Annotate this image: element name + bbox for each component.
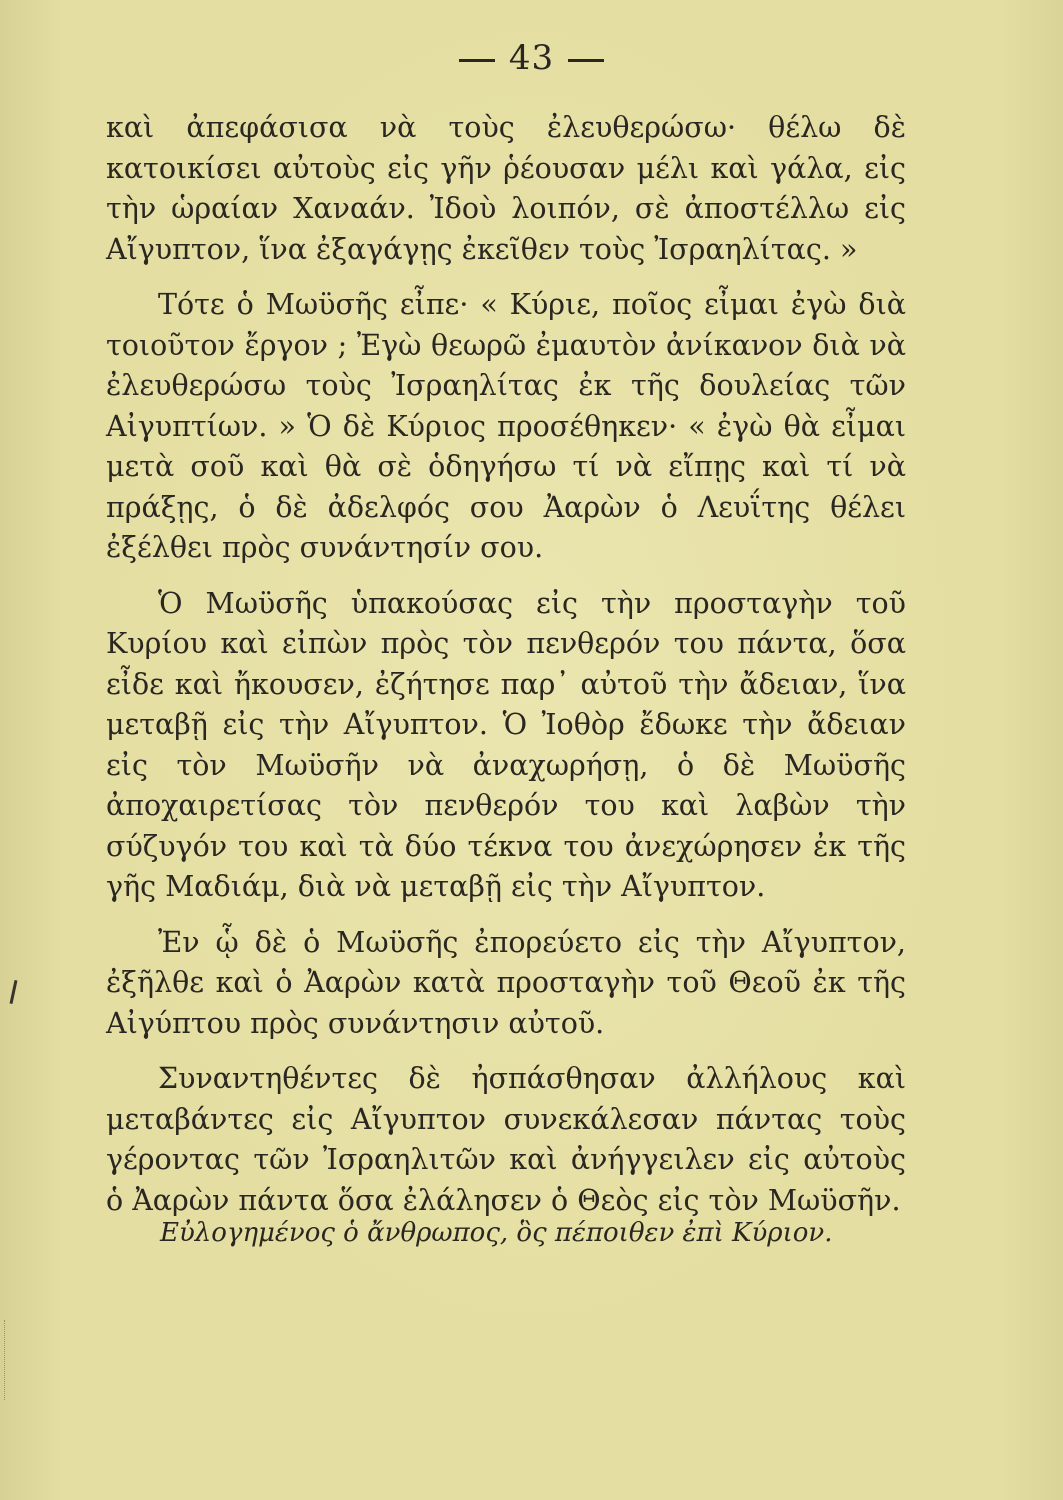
- paragraph-1: καὶ ἀπεφάσισα νὰ τοὺς ἐλευθερώσω· θέλω δὲ κατοικίσει αὐτοὺς εἰς γῆν ῥέουσαν μέλι καὶ γάλα, εἰς τὴν ὡραίαν Χαναάν. Ἰδοὺ λοιπόν, σὲ ἀποστέλλω εἰς Αἴγυπτον, ἵνα ἐξαγάγῃς ἐκεῖθεν τοὺς Ἰσραηλίτας. »: [106, 111, 906, 266]
- paragraph-2: Τότε ὁ Μωϋσῆς εἶπε· « Κύριε, ποῖος εἶμαι ἐγὼ διὰ τοιοῦτον ἔργον ; Ἐγὼ θεωρῶ ἐμαυτὸν ἀνίκανον διὰ νὰ ἐλευθερώσω τοὺς Ἰσραηλίτας ἐκ τῆς δουλείας τῶν Αἰγυπτίων. » Ὁ δὲ Κύριος προσέθηκεν· « ἐγὼ θὰ εἶμαι μετὰ σοῦ καὶ θὰ σὲ ὁδηγήσω τί νὰ εἴπῃς καὶ τί νὰ πράξῃς, ὁ δὲ ἀδελφός σου Ἀαρὼν ὁ Λευΐτης θέλει ἐξέλθει πρὸς συνάντησίν σου.: [106, 288, 906, 564]
- dash-left: [459, 59, 495, 62]
- page-number-header: [0, 38, 1063, 78]
- page-number: 43: [508, 38, 555, 78]
- paragraph-3: Ὁ Μωϋσῆς ὑπακούσας εἰς τὴν προσταγὴν τοῦ Κυρίου καὶ εἰπὼν πρὸς τὸν πενθερόν του πάντα, ὅσα εἶδε καὶ ἤκουσεν, ἐζήτησε παρ᾽ αὐτοῦ τὴν ἄδειαν, ἵνα μεταβῇ εἰς τὴν Αἴγυπτον. Ὁ Ἰοθὸρ ἔδωκε τὴν ἄδειαν εἰς τὸν Μωϋσῆν νὰ ἀναχωρήσῃ, ὁ δὲ Μωϋσῆς ἀποχαιρετίσας τὸν πενθερόν του καὶ λαβὼν τὴν σύζυγόν του καὶ τὰ δύο τέκνα του ἀνεχώρησεν ἐκ τῆς γῆς Μαδιάμ, διὰ νὰ μεταβῇ εἰς τὴν Αἴγυπτον.: [106, 586, 906, 903]
- page-edge-specks: [4, 1320, 9, 1400]
- body-text: [106, 108, 906, 1221]
- dash-right: [568, 59, 604, 62]
- paragraph-4: Ἐν ᾧ δὲ ὁ Μωϋσῆς ἐπορεύετο εἰς τὴν Αἴγυπτον, ἐξῆλθε καὶ ὁ Ἀαρὼν κατὰ προσταγὴν τοῦ Θεοῦ ἐκ τῆς Αἰγύπτου πρὸς συνάντησιν αὐτοῦ.: [106, 925, 906, 1040]
- paragraph-5: Συναντηθέντες δὲ ἠσπάσθησαν ἀλλήλους καὶ μεταβάντες εἰς Αἴγυπτον συνεκάλεσαν πάντας τοὺς γέροντας τῶν Ἰσραηλιτῶν καὶ ἀνήγγειλεν εἰς αὐτοὺς ὁ Ἀαρὼν πάντα ὅσα ἐλάλησεν ὁ Θεὸς εἰς τὸν Μωϋσῆν.: [106, 1062, 906, 1217]
- margin-mark: [10, 980, 18, 1004]
- motto-line: Εὐλογημένος ὁ ἄνθρωπος, ὃς πέποιθεν ἐπὶ Κύριον.: [160, 1218, 833, 1248]
